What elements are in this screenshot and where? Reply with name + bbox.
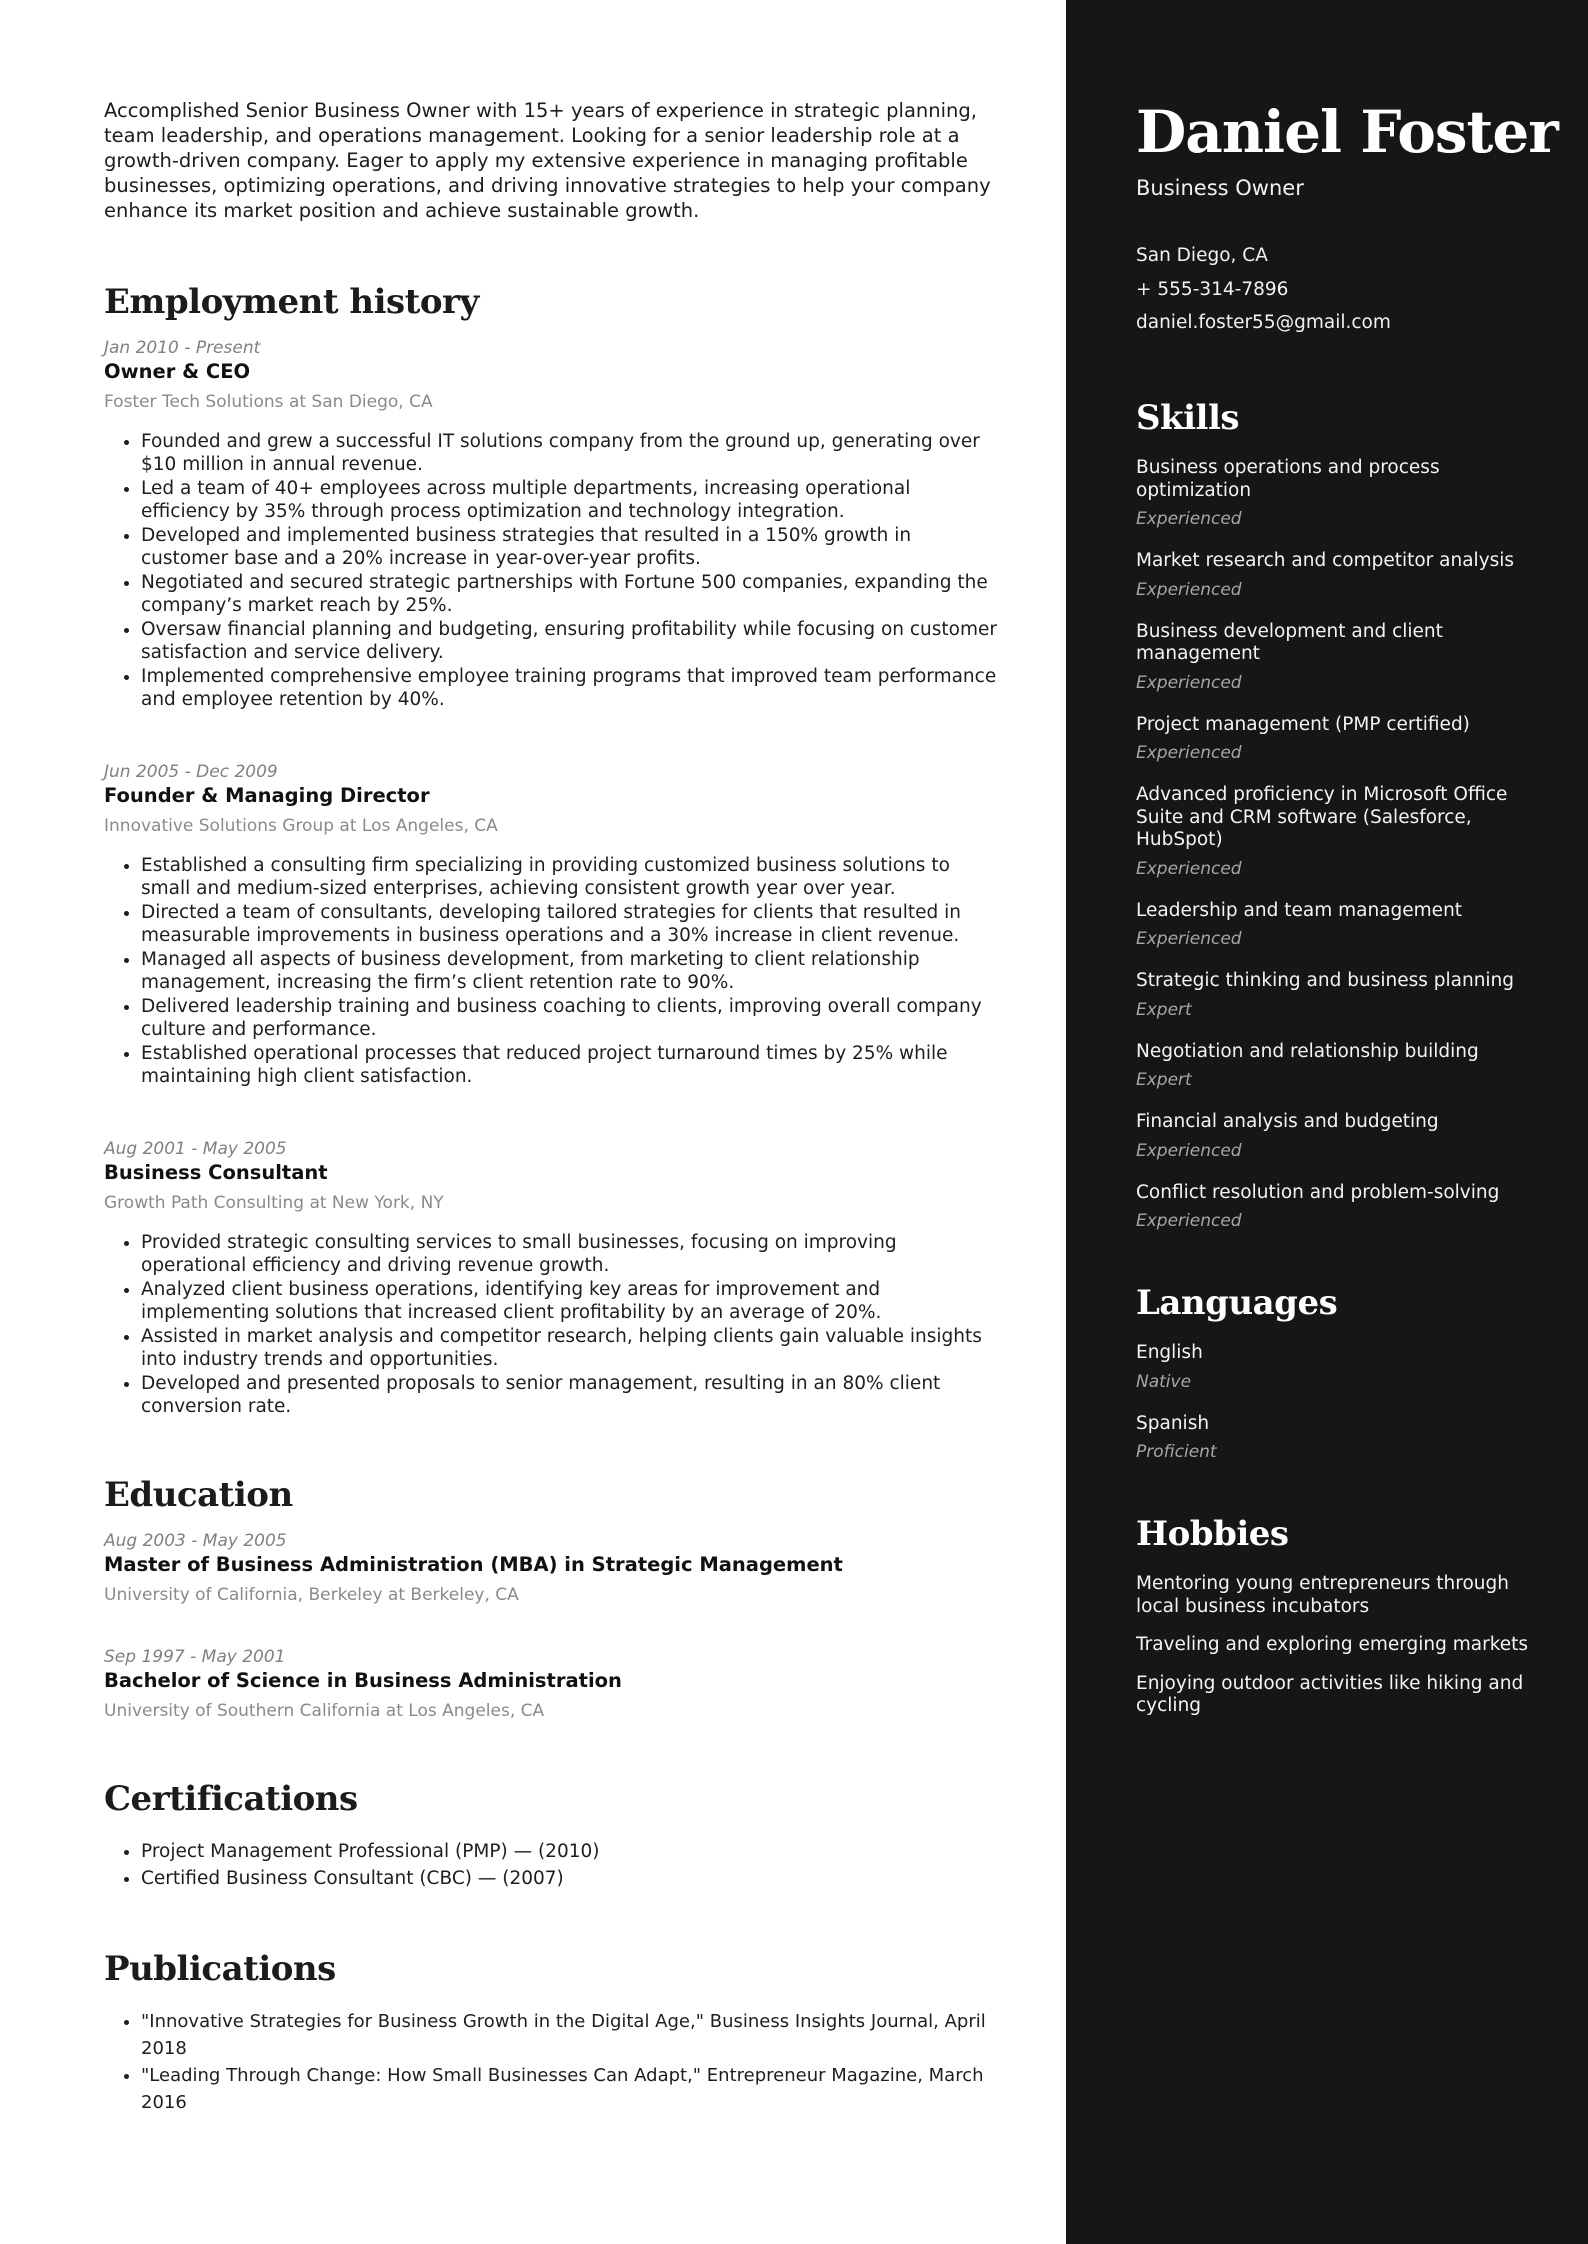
job-achievements: [104, 431, 1004, 711]
skill-level: Experienced: [1136, 1211, 1242, 1231]
education-degree: Bachelor of Science in Business Administration: [104, 1669, 622, 1692]
skill-item: [1136, 900, 1548, 951]
job-company: Innovative Solutions Group at Los Angeles, CA: [104, 816, 498, 836]
skill-name: Strategic thinking and business planning: [1136, 970, 1515, 991]
contact-phone: + 555-314-7896: [1136, 278, 1289, 300]
skill-level: Experienced: [1136, 672, 1242, 693]
education-dates: Sep 1997 - May 2001: [104, 1647, 286, 1667]
candidate-name: Daniel Foster: [1136, 98, 1558, 166]
education-degree: Master of Business Administration (MBA) in Strategic Management: [104, 1553, 843, 1576]
language-name: English: [1136, 1342, 1203, 1363]
skill-item: [1136, 550, 1548, 601]
achievement-item: • Developed and implemented business strategies that resulted in a 150% growth in customer base and a 20% increase in year-over-year profits.: [141, 525, 1004, 570]
skill-item: [1136, 1111, 1548, 1162]
skill-level: Experienced: [1136, 509, 1242, 529]
job-company: Growth Path Consulting at New York, NY: [104, 1193, 444, 1213]
employment-heading: Employment history: [104, 282, 479, 322]
education-entry: [104, 1646, 1004, 1722]
skill-name: Business development and client management: [1136, 620, 1443, 664]
job-role: Founder & Managing Director: [104, 784, 430, 807]
hobbies-heading: Hobbies: [1136, 1514, 1289, 1554]
contact-info: [1136, 244, 1548, 335]
hobby-item: Mentoring young entrepreneurs through local business incubators: [1136, 1573, 1509, 1617]
publications-list: [104, 2008, 1004, 2116]
skill-item: [1136, 1182, 1548, 1233]
certification-item: • Project Management Professional (PMP) — (2010): [141, 1838, 1004, 1865]
languages-heading: Languages: [1136, 1283, 1338, 1323]
job-achievements: [104, 1232, 1004, 1418]
contact-location: San Diego, CA: [1136, 245, 1268, 266]
skills-heading: Skills: [1136, 398, 1240, 438]
skill-name: Advanced proficiency in Microsoft Office Suite and CRM software (Salesforce, HubSpot): [1136, 784, 1508, 850]
skill-level: Experienced: [1136, 1140, 1242, 1161]
skills-list: [1136, 457, 1548, 1232]
education-school: University of Southern California at Los Angeles, CA: [104, 1701, 545, 1721]
skill-name: Market research and competitor analysis: [1136, 550, 1515, 571]
education-entry: [104, 1530, 1004, 1606]
skill-item: [1136, 714, 1548, 765]
language-level: Native: [1136, 1371, 1192, 1392]
achievement-item: • Established a consulting firm specializing in providing customized business solutions to small and medium-sized enterprises, achieving consistent growth year over year.: [141, 855, 1004, 900]
achievement-item: • Provided strategic consulting services to small businesses, focusing on improving operational efficiency and driving revenue growth.: [141, 1232, 1004, 1277]
achievement-item: • Implemented comprehensive employee training programs that improved team performance and employee retention by 40%.: [141, 666, 1004, 711]
achievement-item: • Founded and grew a successful IT solutions company from the ground up, generating over $10 million in annual revenue.: [141, 431, 1004, 476]
skill-name: Project management (PMP certified): [1136, 713, 1470, 735]
job-entry: [104, 1138, 1004, 1418]
achievement-item: • Established operational processes that reduced project turnaround times by 25% while maintaining high client satisfaction.: [141, 1043, 1004, 1088]
hobbies-list: [1136, 1573, 1548, 1718]
education-school: University of California, Berkeley at Berkeley, CA: [104, 1585, 519, 1605]
languages-list: [1136, 1342, 1548, 1463]
job-achievements: [104, 855, 1004, 1088]
skill-item: [1136, 784, 1548, 880]
contact-email: daniel.foster55@gmail.com: [1136, 312, 1391, 333]
publications-heading: Publications: [104, 1949, 336, 1989]
achievement-item: • Oversaw financial planning and budgeting, ensuring profitability while focusing on customer satisfaction and service delivery.: [141, 619, 1004, 664]
skill-item: [1136, 1041, 1548, 1092]
job-role: Business Consultant: [104, 1161, 328, 1184]
achievement-item: • Negotiated and secured strategic partnerships with Fortune 500 companies, expanding the company’s market reach by 25%.: [141, 572, 1004, 617]
job-dates: Jan 2010 - Present: [104, 338, 261, 358]
sidebar: [1066, 0, 1588, 2244]
language-name: Spanish: [1136, 1412, 1210, 1434]
job-entry: [104, 761, 1004, 1088]
hobby-item: Enjoying outdoor activities like hiking and cycling: [1136, 1672, 1524, 1716]
achievement-item: • Delivered leadership training and business coaching to clients, improving overall company culture and performance.: [141, 996, 1004, 1041]
skill-name: Negotiation and relationship building: [1136, 1040, 1479, 1062]
language-item: [1136, 1342, 1548, 1393]
achievement-item: • Developed and presented proposals to senior management, resulting in an 80% client conversion rate.: [141, 1373, 1004, 1418]
skill-level: Experienced: [1136, 579, 1242, 600]
job-entry: [104, 337, 1004, 711]
certifications-heading: Certifications: [104, 1779, 358, 1819]
candidate-title: Business Owner: [1136, 176, 1304, 200]
skill-item: [1136, 621, 1548, 694]
job-dates: Aug 2001 - May 2005: [104, 1139, 287, 1159]
skill-item: [1136, 457, 1548, 530]
job-role: Owner & CEO: [104, 360, 251, 383]
skill-name: Financial analysis and budgeting: [1136, 1111, 1439, 1132]
skill-level: Experienced: [1136, 858, 1242, 879]
skill-level: Expert: [1136, 999, 1192, 1020]
education-dates: Aug 2003 - May 2005: [104, 1531, 287, 1551]
skill-name: Conflict resolution and problem-solving: [1136, 1181, 1500, 1203]
hobby-item: Traveling and exploring emerging markets: [1136, 1634, 1529, 1655]
skill-level: Experienced: [1136, 743, 1242, 763]
achievement-item: • Analyzed client business operations, identifying key areas for improvement and implementing solutions that increased client profitability by an average of 20%.: [141, 1279, 1004, 1324]
education-heading: Education: [104, 1475, 293, 1515]
certifications-list: [104, 1838, 1004, 1892]
skill-name: Business operations and process optimization: [1136, 457, 1440, 501]
language-item: [1136, 1413, 1548, 1464]
achievement-item: • Managed all aspects of business development, from marketing to client relationship management, increasing the firm’s client retention rate to 90%.: [141, 949, 1004, 994]
achievement-item: • Led a team of 40+ employees across multiple departments, increasing operational efficiency by 35% through process optimization and technology integration.: [141, 478, 1004, 523]
achievement-item: • Directed a team of consultants, developing tailored strategies for clients that resulted in measurable improvements in business operations and a 30% increase in client revenue.: [141, 902, 1004, 947]
job-company: Foster Tech Solutions at San Diego, CA: [104, 392, 433, 412]
publication-item: • "Leading Through Change: How Small Businesses Can Adapt," Entrepreneur Magazine, March 2016: [141, 2062, 1004, 2116]
profile-summary: Accomplished Senior Business Owner with 15+ years of experience in strategic planning, team leadership, and operations management. Looking for a senior leadership role at a growth-driven company. Eager to apply my extensive experience in managing profitable businesses, optimizing operations, and driving innovative strategies to help your company enhance its market position and achieve sustainable growth.: [104, 99, 991, 222]
skill-level: Expert: [1136, 1070, 1192, 1090]
job-dates: Jun 2005 - Dec 2009: [104, 762, 278, 782]
publication-item: • "Innovative Strategies for Business Growth in the Digital Age," Business Insights Journal, April 2018: [141, 2008, 1004, 2062]
language-level: Proficient: [1136, 1442, 1217, 1462]
skill-item: [1136, 970, 1548, 1021]
skill-level: Experienced: [1136, 929, 1242, 949]
certification-item: • Certified Business Consultant (CBC) — (2007): [141, 1865, 1004, 1892]
achievement-item: • Assisted in market analysis and competitor research, helping clients gain valuable insights into industry trends and opportunities.: [141, 1326, 1004, 1371]
skill-name: Leadership and team management: [1136, 899, 1463, 921]
